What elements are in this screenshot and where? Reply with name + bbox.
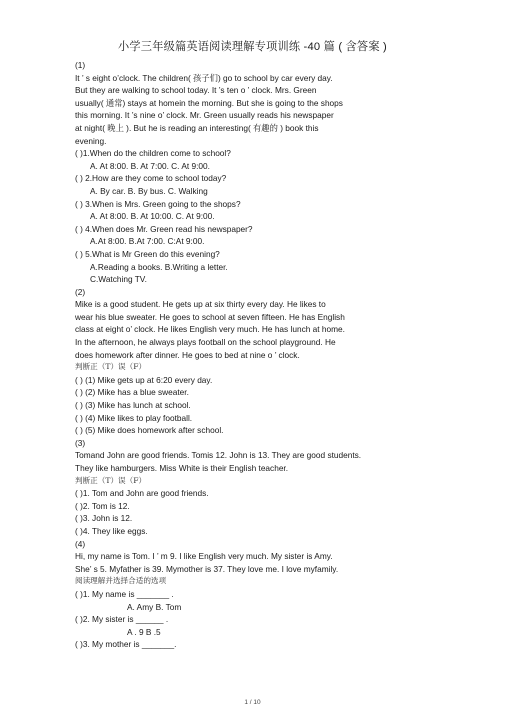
true-false-item: ( ) (5) Mike does homework after school. (75, 425, 224, 436)
question: ( ) 2.How are they come to school today? (75, 173, 227, 184)
passage-line: does homework after dinner. He goes to bed at nine o ’ clock. (75, 349, 300, 360)
section-heading: (3) (75, 437, 86, 448)
question: ( ) 5.What is Mr Green do this evening? (75, 248, 220, 259)
passage-line: She’ s 5. Myfather is 39. Mymother is 37. They love me. I love myfamily. (75, 563, 339, 574)
true-false-item: ( )4. They like eggs. (75, 525, 148, 536)
true-false-item: ( ) (2) Mike has a blue sweater. (75, 387, 189, 398)
true-false-item: ( )1. Tom and John are good friends. (75, 488, 209, 499)
passage-line: Tomand John are good friends. Tomis 12. John is 13. They are good students. (75, 450, 362, 461)
instruction: 阅读理解并选择合适的选项 (75, 576, 167, 586)
passage-line: class at eight o’ clock. He likes English very much. He has lunch at home. (75, 324, 345, 335)
instruction: 判断正（T）误（F） (75, 362, 147, 372)
question: ( )2. My sister is ______ . (75, 614, 169, 625)
true-false-item: ( ) (1) Mike gets up at 6:20 every day. (75, 374, 213, 385)
answer-options: C.Watching TV. (90, 274, 147, 285)
true-false-item: ( ) (4) Mike likes to play football. (75, 412, 193, 423)
passage-line: In the afternoon, he always plays football on the school playground. He (75, 337, 336, 348)
document-body (75, 59, 435, 651)
passage-line: Hi, my name is Tom. I ’ m 9. I like English very much. My sister is Amy. (75, 551, 333, 562)
passage-line: this morning. It ’s nine o’ clock. Mr. Green usually reads his newspaper (75, 110, 334, 121)
answer-options: A. At 8:00. B. At 7:00. C. At 9:00. (90, 160, 210, 171)
section-heading: (2) (75, 286, 86, 297)
page-title: 小学三年级篇英语阅读理解专项训练 -40 篇 ( 含答案 ) (118, 41, 387, 53)
question: ( ) 4.When does Mr. Green read his newspaper? (75, 223, 253, 234)
answer-options: A. At 8:00. B. At 10:00. C. At 9:00. (90, 211, 215, 222)
true-false-item: ( )3. John is 12. (75, 513, 133, 524)
passage-line: evening. (75, 135, 107, 146)
passage-line: usually( 通常) stays at homein the morning. But she is going to the shops (75, 97, 343, 108)
answer-options: A.Reading a books. B.Writing a letter. (90, 261, 228, 272)
passage-line: at night( 晚上 ). But he is reading an interesting( 有趣的 ) book this (75, 122, 319, 133)
question: ( ) 3.When is Mrs. Green going to the shops? (75, 198, 241, 209)
page-number: 1 / 10 (244, 699, 261, 706)
instruction: 判断正（T）误（F） (75, 475, 147, 485)
section-heading: (4) (75, 538, 86, 549)
passage-line: But they are walking to school today. It ’s ten o ’ clock. Mrs. Green (75, 85, 317, 96)
answer-options: A . 9 B .5 (127, 626, 161, 637)
question: ( )1. My name is _______ . (75, 588, 174, 599)
passage-line: wear his blue sweater. He goes to school at seven fifteen. He has English (75, 311, 345, 322)
passage-line: Mike is a good student. He gets up at six thirty every day. He likes to (75, 299, 326, 310)
passage-line: They like hamburgers. Miss White is their English teacher. (75, 463, 289, 473)
answer-options: A.At 8:00. B.At 7:00. C:At 9:00. (90, 236, 205, 247)
true-false-item: ( )2. Tom is 12. (75, 500, 130, 511)
answer-options: A. Amy B. Tom (127, 601, 182, 612)
question: ( )3. My mother is _______. (75, 639, 177, 650)
section-heading: (1) (75, 60, 86, 70)
question: ( )1.When do the children come to school? (75, 148, 231, 159)
true-false-item: ( ) (3) Mike has lunch at school. (75, 400, 191, 411)
passage-line: It ’ s eight o’clock. The children( 孩子们) go to school by car every day. (75, 72, 333, 83)
answer-options: A. By car. B. By bus. C. Walking (90, 185, 208, 196)
